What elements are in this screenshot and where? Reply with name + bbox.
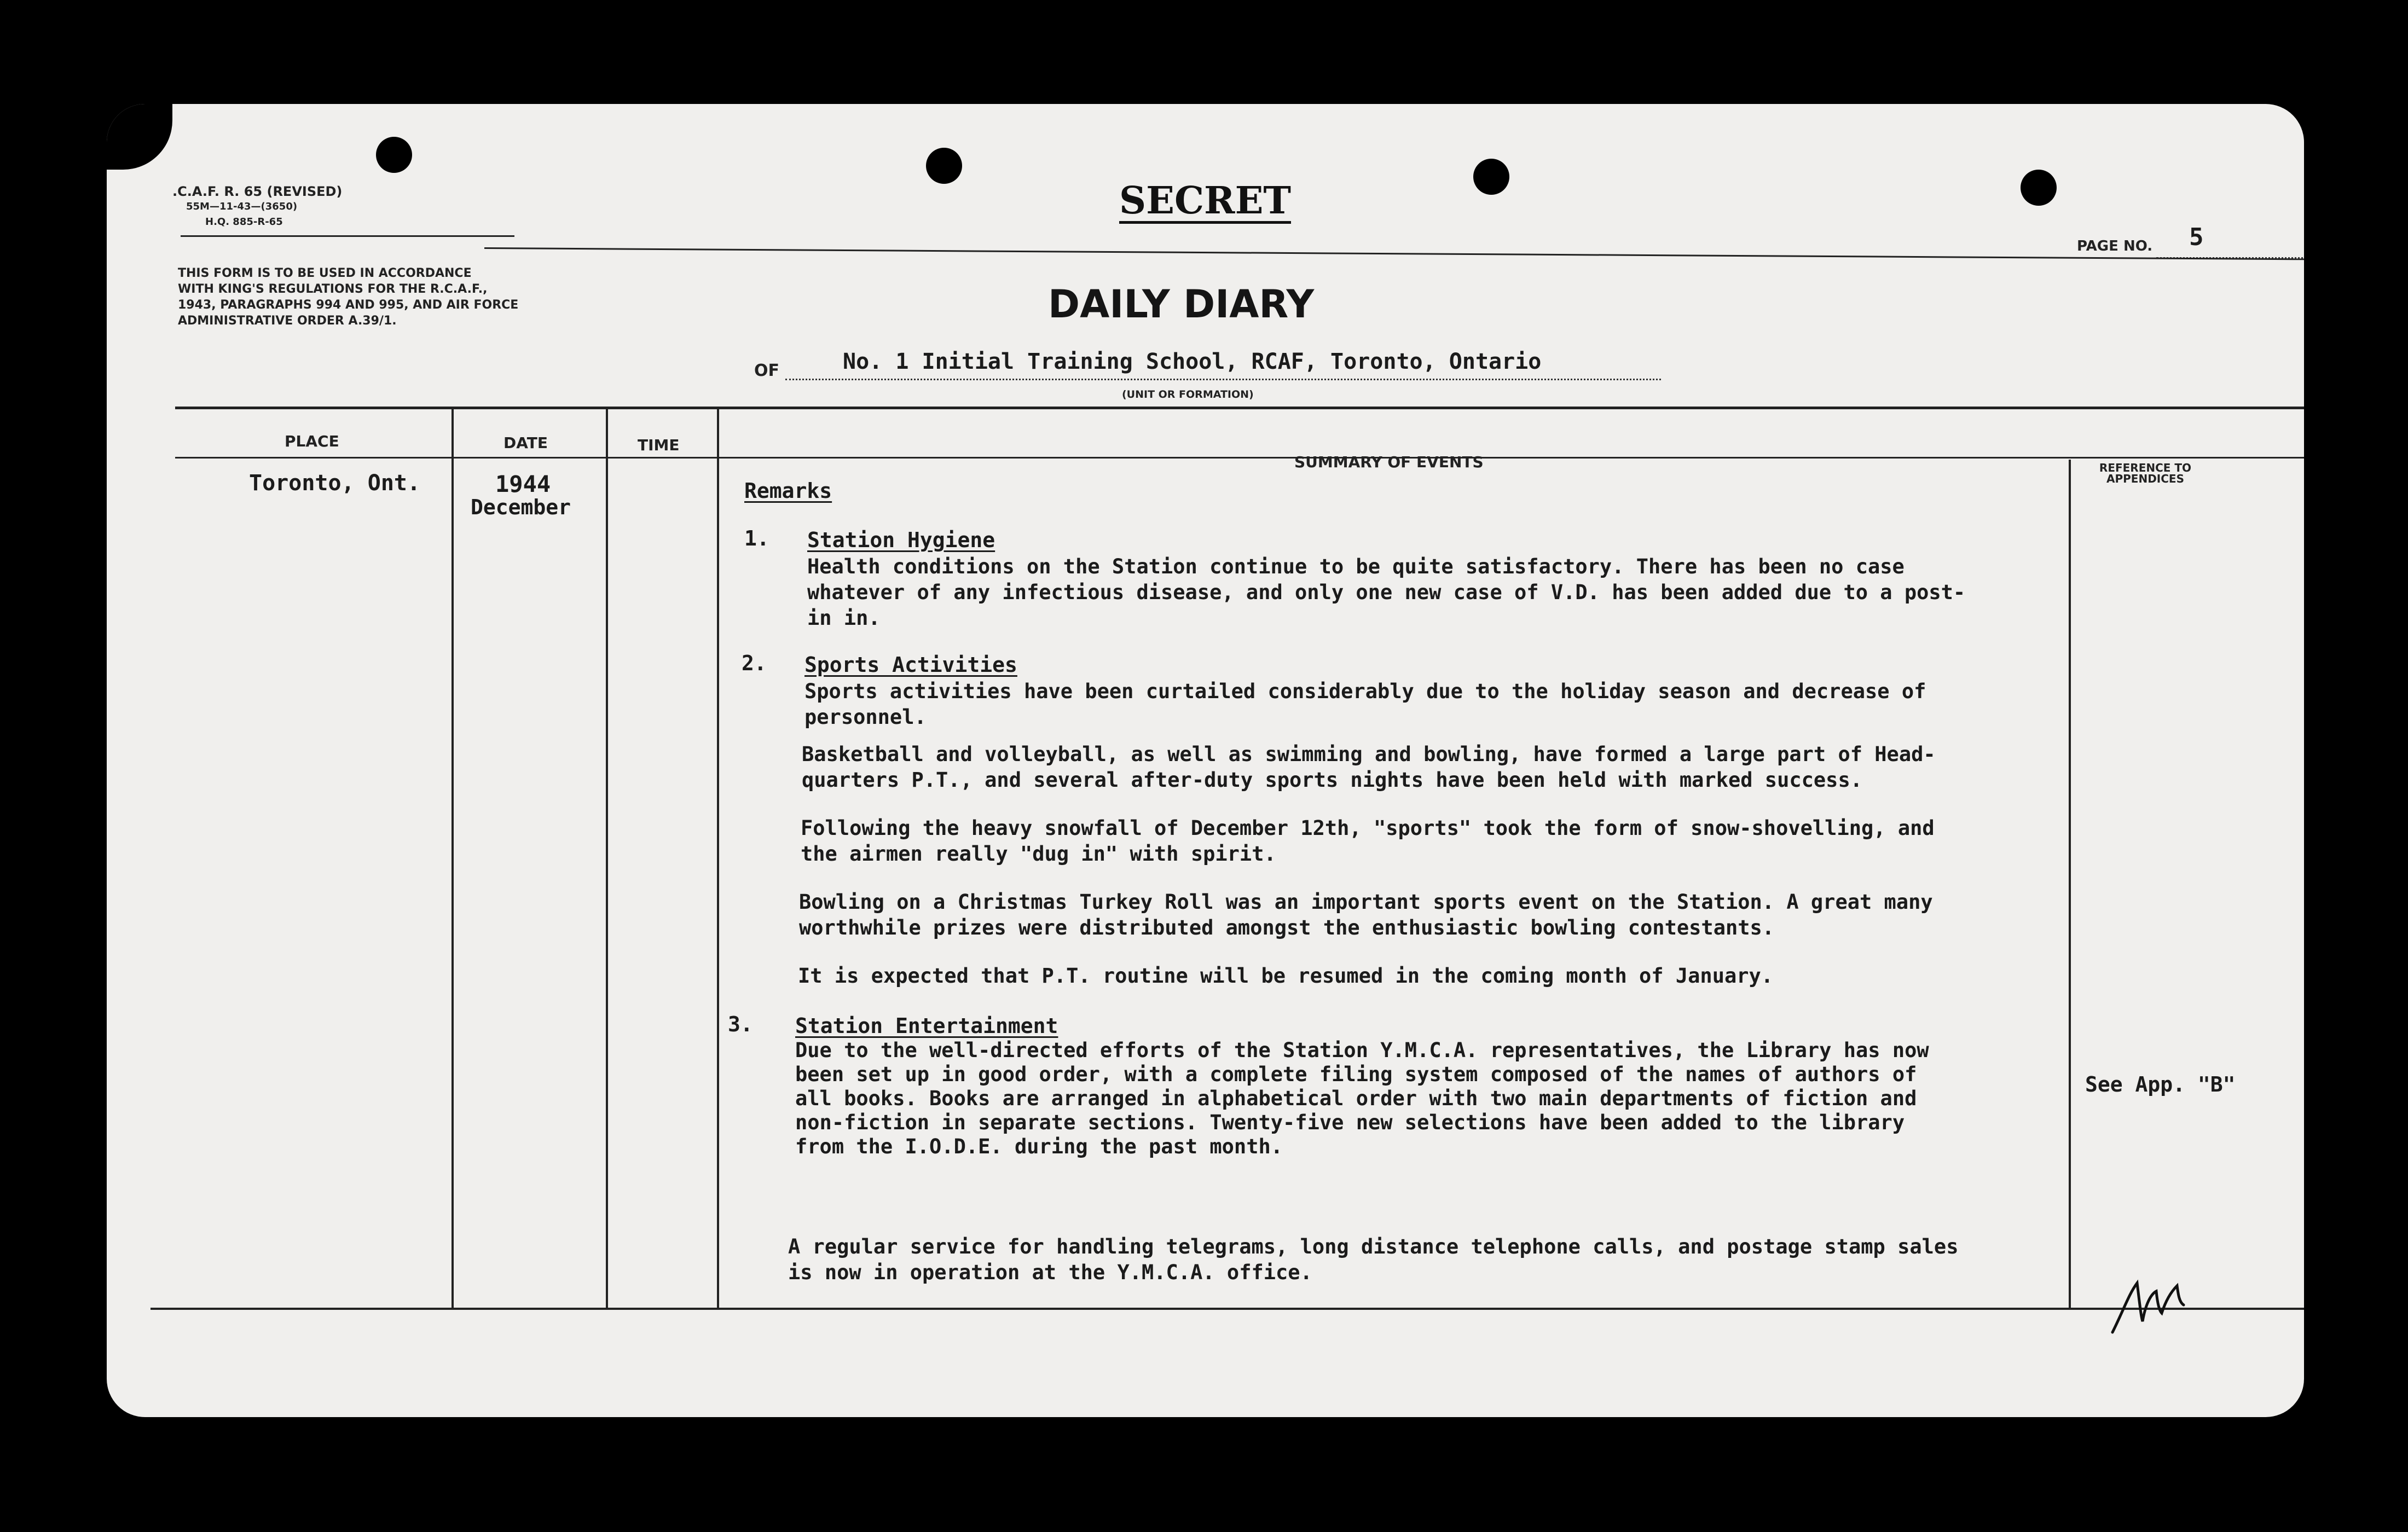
text-line: personnel. xyxy=(804,705,927,729)
section-paragraph xyxy=(795,1038,1929,1159)
column-divider xyxy=(452,408,454,1308)
punch-hole xyxy=(376,137,412,173)
unit-name: No. 1 Initial Training School, RCAF, Toronto, Ontario xyxy=(843,349,1542,374)
text-line: from the I.O.D.E. during the past month. xyxy=(795,1135,1283,1158)
column-header-place: PLACE xyxy=(285,432,339,450)
section-paragraph xyxy=(799,889,1933,941)
page-number-label: PAGE NO. xyxy=(2077,238,2153,254)
section-heading: Station Hygiene xyxy=(807,528,995,552)
section-paragraph xyxy=(807,554,1965,631)
remarks-heading: Remarks xyxy=(744,479,832,503)
text-line: Health conditions on the Station continue to be quite satisfactory. There has been no case xyxy=(807,555,1905,578)
column-header-date: DATE xyxy=(503,434,548,452)
form-ref-line: H.Q. 885-R-65 xyxy=(205,216,283,228)
section-heading: Sports Activities xyxy=(804,653,1017,677)
section-number: 3. xyxy=(728,1012,753,1036)
text-line: Due to the well-directed efforts of the Station Y.M.C.A. representatives, the Library has now xyxy=(795,1038,1929,1062)
classification-stamp: SECRET xyxy=(1119,179,1292,223)
text-line: non-fiction in separate sections. Twenty-five new selections have been added to the library xyxy=(795,1111,1905,1134)
column-header-reference: REFERENCE TO APPENDICES xyxy=(2099,461,2192,485)
initials-signature-icon xyxy=(2107,1261,2195,1338)
text-line: Sports activities have been curtailed considerably due to the holiday season and decrease of xyxy=(804,680,1926,703)
table-header-rule xyxy=(175,457,2304,459)
punch-hole xyxy=(1473,159,1509,195)
section-number: 2. xyxy=(742,651,767,675)
section-number: 1. xyxy=(744,526,769,550)
unit-of-label: OF xyxy=(754,361,779,380)
text-line: the airmen really "dug in" with spirit. xyxy=(801,842,1276,866)
section-paragraph xyxy=(802,741,1936,793)
column-divider xyxy=(717,408,719,1308)
text-line: worthwhile prizes were distributed amongst the enthusiastic bowling contestants. xyxy=(799,916,1775,939)
handwritten-initials xyxy=(2107,1261,2195,1340)
form-reference xyxy=(172,184,342,230)
header-rule xyxy=(484,247,2304,260)
torn-corner xyxy=(107,104,172,170)
text-line: A regular service for handling telegrams, long distance telephone calls, and postage stamp sales xyxy=(788,1235,1959,1258)
diary-sheet xyxy=(107,104,2304,1417)
section-paragraph xyxy=(801,815,1935,867)
appendix-reference: See App. "B" xyxy=(2085,1072,2236,1096)
unit-rule xyxy=(785,379,1661,380)
column-header-time: TIME xyxy=(638,436,680,454)
text-line: It is expected that P.T. routine will be resumed in the coming month of January. xyxy=(798,964,1774,988)
text-line: in in. xyxy=(807,606,881,630)
table-top-rule xyxy=(175,407,2304,409)
entry-place: Toronto, Ont. xyxy=(249,471,421,496)
text-line: Bowling on a Christmas Turkey Roll was an important sports event on the Station. A great many xyxy=(799,890,1933,914)
instruction-line: WITH KING'S REGULATIONS FOR THE R.C.A.F., xyxy=(178,282,488,296)
column-header-summary: SUMMARY OF EVENTS xyxy=(1294,453,1484,471)
text-line: whatever of any infectious disease, and only one new case of V.D. has been added due to a post- xyxy=(807,581,1966,604)
text-line: all books. Books are arranged in alphabetical order with two main departments of fiction and xyxy=(795,1087,1917,1110)
entry-date-year: 1944 xyxy=(495,471,551,497)
instruction-line: THIS FORM IS TO BE USED IN ACCORDANCE xyxy=(178,266,472,280)
instruction-line: 1943, PARAGRAPHS 994 AND 995, AND AIR FORCE xyxy=(178,298,519,312)
section-paragraph xyxy=(798,963,1773,989)
text-line: quarters P.T., and several after-duty sports nights have been held with marked success. xyxy=(802,768,1863,792)
text-line: Basketball and volleyball, as well as swimming and bowling, have formed a large part of Head- xyxy=(802,742,1936,766)
form-instructions xyxy=(178,265,518,329)
page-title: DAILY DIARY xyxy=(1048,282,1315,327)
form-ref-line: .C.A.F. R. 65 (REVISED) xyxy=(172,184,343,199)
text-line: Following the heavy snowfall of December 12th, "sports" took the form of snow-shovelling, and xyxy=(801,816,1935,840)
form-ref-line: 55M—11-43—(3650) xyxy=(186,201,298,212)
text-line: been set up in good order, with a complete filing system composed of the names of authors of xyxy=(795,1063,1917,1086)
punch-hole xyxy=(926,148,962,184)
section-paragraph xyxy=(788,1234,1958,1285)
form-ref-rule xyxy=(181,235,514,237)
instruction-line: ADMINISTRATIVE ORDER A.39/1. xyxy=(178,314,397,328)
table-bottom-rule xyxy=(150,1308,2304,1310)
punch-hole xyxy=(2021,170,2057,206)
column-divider xyxy=(606,408,608,1308)
section-heading: Station Entertainment xyxy=(795,1014,1058,1038)
text-line: is now in operation at the Y.M.C.A. office. xyxy=(788,1261,1312,1284)
entry-date-month: December xyxy=(471,495,571,519)
section-paragraph xyxy=(804,678,1926,730)
page-number: 5 xyxy=(2189,223,2204,251)
unit-caption: (UNIT OR FORMATION) xyxy=(1122,388,1254,401)
column-divider xyxy=(2069,460,2071,1308)
